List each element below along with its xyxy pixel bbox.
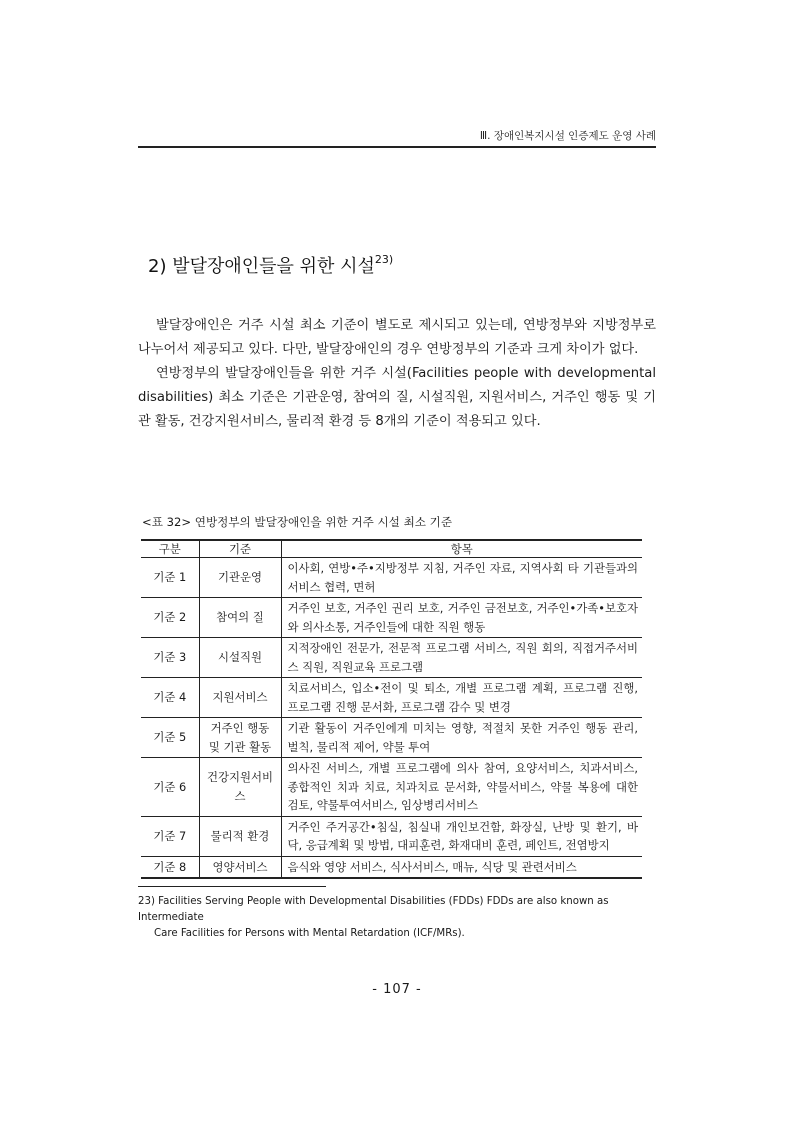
table-row — [141, 856, 642, 878]
row-items: 이사회, 연방•주•지방정부 지침, 거주인 자료, 지역사회 타 기관들과의 서비스 협력, 면허 — [281, 558, 642, 598]
table-row — [141, 638, 642, 678]
table-row — [141, 718, 642, 758]
table-row — [141, 558, 642, 598]
row-category: 기준 1 — [141, 558, 199, 598]
row-standard: 지원서비스 — [199, 678, 281, 718]
table-header-items: 항목 — [281, 540, 642, 558]
row-category: 기준 5 — [141, 718, 199, 758]
row-items: 음식와 영양 서비스, 식사서비스, 매뉴, 식당 및 관련서비스 — [281, 856, 642, 878]
table-caption: <표 32> 연방정부의 발달장애인을 위한 거주 시설 최소 기준 — [142, 515, 453, 529]
row-standard: 시설직원 — [199, 638, 281, 678]
row-category: 기준 6 — [141, 758, 199, 817]
row-standard: 건강지원서비스 — [199, 758, 281, 817]
row-standard: 영양서비스 — [199, 856, 281, 878]
row-standard: 거주인 행동 및 기관 활동 — [199, 718, 281, 758]
table-header-standard: 기준 — [199, 540, 281, 558]
row-category: 기준 7 — [141, 816, 199, 856]
footnote-line-2: Care Facilities for Persons with Mental Retardation (ICF/MRs). — [154, 928, 465, 939]
row-items: 기관 활동이 거주인에게 미치는 영향, 적절치 못한 거주인 행동 관리, 벌칙, 물리적 제어, 약물 투여 — [281, 718, 642, 758]
page-number: - 107 - — [372, 982, 422, 997]
row-category: 기준 2 — [141, 598, 199, 638]
row-standard: 참여의 질 — [199, 598, 281, 638]
row-category: 기준 4 — [141, 678, 199, 718]
paragraph-1: 발달장애인은 거주 시설 최소 기준이 별도로 제시되고 있는데, 연방정부와 지방정부로 나누어서 제공되고 있다. 다만, 발달장애인의 경우 연방정부의 기준과 크게 차이가 없다. — [138, 318, 656, 357]
table-row — [141, 598, 642, 638]
row-category: 기준 3 — [141, 638, 199, 678]
table-header-category: 구분 — [141, 540, 199, 558]
section-title — [148, 252, 393, 278]
row-category: 기준 8 — [141, 856, 199, 878]
header-rule — [138, 146, 656, 148]
row-items: 거주인 보호, 거주인 권리 보호, 거주인 금전보호, 거주인•가족•보호자와 의사소통, 거주인들에 대한 직원 행동 — [281, 598, 642, 638]
footnote-rule — [138, 886, 326, 887]
row-standard: 물리적 환경 — [199, 816, 281, 856]
row-items: 지적장애인 전문가, 전문적 프로그램 서비스, 직원 회의, 직접거주서비스 직원, 직원교육 프로그램 — [281, 638, 642, 678]
standards-table — [141, 539, 642, 879]
table-row — [141, 758, 642, 817]
table-row — [141, 816, 642, 856]
row-items: 치료서비스, 입소•전이 및 퇴소, 개별 프로그램 계획, 프로그램 진행, 프로그램 진행 문서화, 프로그램 감수 및 변경 — [281, 678, 642, 718]
row-standard: 기관운영 — [199, 558, 281, 598]
body-text — [138, 314, 656, 434]
footnote — [138, 894, 658, 942]
table-header-row — [141, 540, 642, 558]
section-title-text: 2) 발달장애인들을 위한 시설 — [148, 256, 375, 277]
row-items: 의사진 서비스, 개별 프로그램에 의사 참여, 요양서비스, 치과서비스, 종합적인 치과 치료, 치과치료 문서화, 약물서비스, 약물 복용에 대한 검토, 약물투여서비스, 임상병리서비스 — [281, 758, 642, 817]
paragraph-2: 연방정부의 발달장애인들을 위한 거주 시설(Facilities people with developmental disabilities) 최소 기준은 기관운영, 참여의 질, 시설직원, 지원서비스, 거주인 행동 및 기관 활동, 건강지원서비스, 물리적 환경 등 8개의 기준이 적용되고 있다. — [138, 366, 656, 429]
row-items: 거주인 주거공간•침실, 침실내 개인보건함, 화장실, 난방 및 환기, 바닥, 응급계획 및 방법, 대피훈련, 화재대비 훈련, 페인트, 전염방지 — [281, 816, 642, 856]
table-row — [141, 678, 642, 718]
footnote-line-1: 23) Facilities Serving People with Developmental Disabilities (FDDs) FDDs are also known as Intermediate — [138, 896, 609, 923]
footnote-reference[interactable]: 23) — [374, 253, 394, 266]
running-header: Ⅲ. 장애인복지시설 인증제도 운영 사례 — [479, 130, 656, 142]
